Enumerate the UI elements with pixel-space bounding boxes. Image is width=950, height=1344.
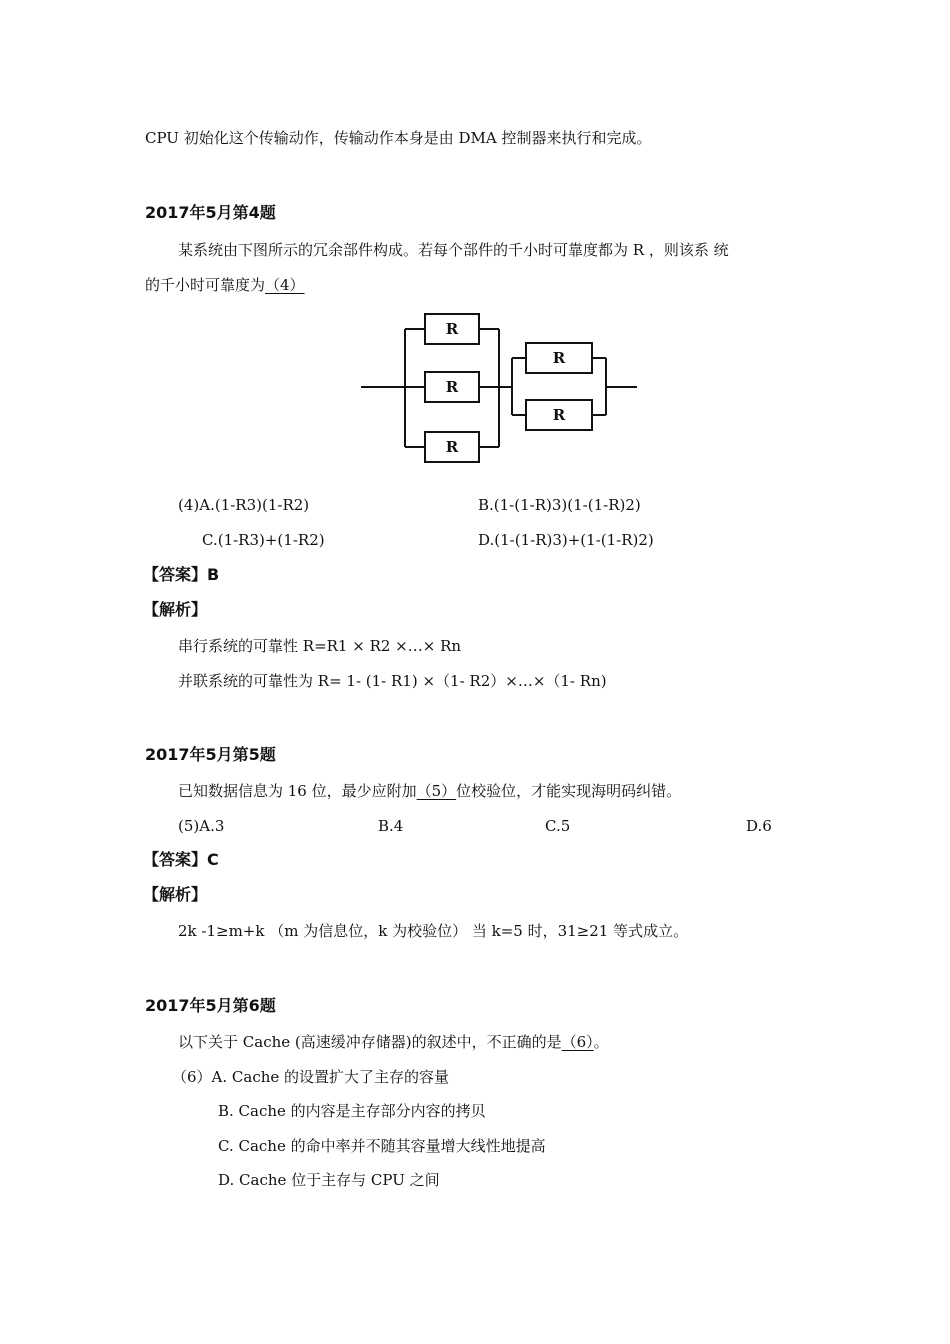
question-5-title: 2017年5月第5题 — [145, 745, 276, 764]
answer-value: B — [207, 565, 220, 584]
question-4-analysis-label: 【解析】 — [143, 600, 208, 619]
question-6-stem — [178, 1032, 609, 1052]
question-6-stem-prefix: 以下关于 Cache (高速缓冲存储器)的叙述中，不正确的是 — [178, 1033, 562, 1051]
question-4-option-c: C.(1-R3)+(1-R2) — [202, 531, 325, 549]
answer-label: 【答案】 — [143, 850, 208, 869]
component-label: R — [445, 378, 459, 396]
question-5-option-c: C.5 — [545, 817, 571, 835]
question-5-analysis-line1: 2k -1≥m+k （m 为信息位，k 为校验位） 当 k=5 时，31≥21 等式成立。 — [178, 922, 689, 940]
question-6-stem-suffix: 。 — [593, 1033, 609, 1051]
question-4-analysis-line1: 串行系统的可靠性 R=R1 × R2 ×…× Rn — [178, 637, 462, 655]
question-6-option-a: （6）A. Cache 的设置扩大了主存的容量 — [172, 1068, 450, 1086]
question-5-stem-suffix: 位校验位，才能实现海明码纠错。 — [456, 782, 682, 800]
question-5-blank: （5） — [416, 782, 457, 800]
question-6-blank: （6） — [561, 1033, 594, 1051]
component-label: R — [445, 438, 459, 456]
component-label: R — [445, 320, 459, 338]
component-label: R — [552, 406, 566, 424]
question-4-answer — [143, 564, 219, 586]
question-5-analysis-label: 【解析】 — [143, 885, 208, 904]
question-5-option-b: B.4 — [378, 817, 404, 835]
question-6-option-b: B. Cache 的内容是主存部分内容的拷贝 — [218, 1102, 486, 1120]
question-6-option-d: D. Cache 位于主存与 CPU 之间 — [218, 1171, 440, 1189]
question-4-option-a: (4)A.(1-R3)(1-R2) — [178, 496, 310, 514]
question-4-stem-prefix: 的千小时可靠度为 — [145, 276, 266, 294]
question-5-stem — [178, 781, 681, 801]
intro-text: CPU 初始化这个传输动作，传输动作本身是由 DMA 控制器来执行和完成。 — [145, 129, 652, 147]
question-5-option-a: (5)A.3 — [178, 817, 225, 835]
answer-value: C — [207, 850, 219, 869]
question-5-option-d: D.6 — [746, 817, 772, 835]
question-5-stem-prefix: 已知数据信息为 16 位，最少应附加 — [178, 782, 417, 800]
answer-label: 【答案】 — [143, 565, 208, 584]
question-4-blank: （4） — [265, 276, 305, 294]
question-4-stem-line1: 某系统由下图所示的冗余部件构成。若每个部件的千小时可靠度都为 R ，则该系 统 — [178, 241, 729, 259]
component-label: R — [552, 349, 566, 367]
question-4-analysis-line2: 并联系统的可靠性为 R= 1- (1- R1) ×（1- R2）×…×（1- Rn) — [178, 672, 607, 690]
question-6-title: 2017年5月第6题 — [145, 996, 276, 1015]
question-4-title: 2017年5月第4题 — [145, 203, 276, 222]
reliability-diagram — [355, 305, 645, 475]
question-6-option-c: C. Cache 的命中率并不随其容量增大线性地提高 — [218, 1137, 546, 1155]
question-5-answer — [143, 849, 219, 871]
question-4-stem-line2 — [145, 275, 305, 295]
question-4-option-b: B.(1-(1-R)3)(1-(1-R)2) — [478, 496, 641, 514]
question-4-option-d: D.(1-(1-R)3)+(1-(1-R)2) — [478, 531, 654, 549]
